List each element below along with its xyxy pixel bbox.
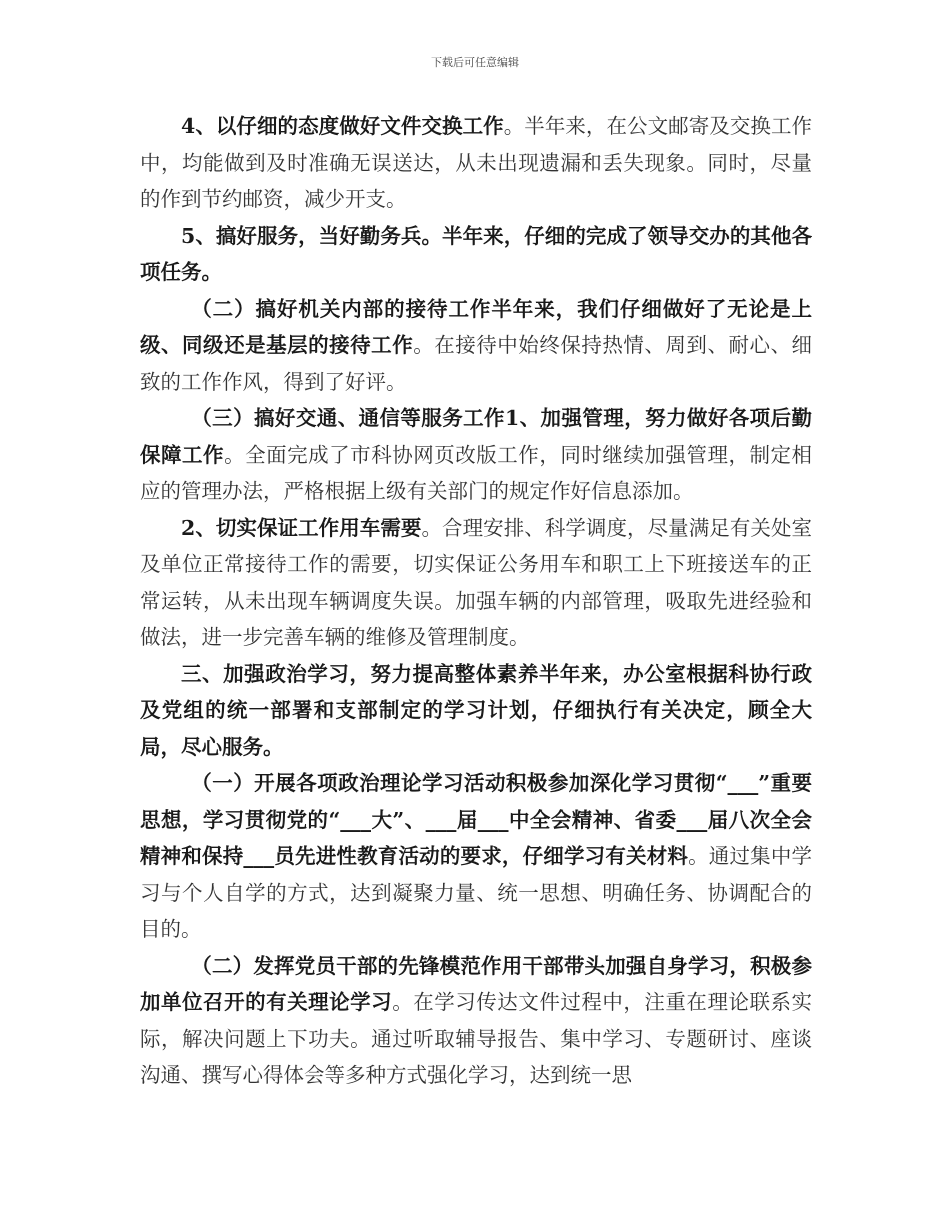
paragraph-heading: （二）发挥党员干部的先锋模范作用干部带头加强自身学习，积极参加单位召开的有关理论学习 xyxy=(140,953,812,1014)
paragraph-heading: 5、搞好服务，当好勤务兵。半年来，仔细的完成了领导交办的其他各项任务。 xyxy=(140,223,812,284)
paragraph-text: 。在接待中始终保持热情、周到、耐心、细致的工作作风，得到了好评。 xyxy=(140,333,813,394)
paragraph-service xyxy=(140,218,812,291)
document-body xyxy=(140,108,812,1094)
paragraph-political-study xyxy=(140,656,812,766)
paragraph-heading: （二）搞好机关内部的接待工作半年来，我们仔细做好了无论是上级、同级还是基层的接待工作 xyxy=(140,296,812,357)
paragraph-text: 。通过集中学习与个人自学的方式，达到凝聚力量、统一思想、明确任务、协调配合的目的。 xyxy=(140,844,813,941)
paragraph-heading: 三、加强政治学习，努力提高整体素养半年来，办公室根据科协行政及党组的统一部署和支部制定的学习计划，仔细执行有关决定，顾全大局，尽心服务。 xyxy=(140,661,812,759)
paragraph-heading: （一）开展各项政治理论学习活动积极参加深化学习贯彻“___”重要思想，学习贯彻党的“___大”、___届___中全会精神、省委___届八次全会精神和保持___员先进性教育活动的要求，仔细学习有关材料 xyxy=(140,771,812,868)
paragraph-text: 。全面完成了市科协网页改版工作，同时继续加强管理，制定相应的管理办法，严格根据上级有关部门的规定作好信息添加。 xyxy=(140,442,813,503)
paragraph-heading: 2、切实保证工作用车需要 xyxy=(181,515,422,540)
paragraph-file-exchange xyxy=(140,108,812,218)
paragraph-party-members xyxy=(140,948,812,1094)
paragraph-text: 。半年来，在公文邮寄及交换工作中，均能做到及时准确无误送达，从未出现遗漏和丢失现象。同时，尽量的作到节约邮资，减少开支。 xyxy=(140,114,813,211)
paragraph-heading: 4、以仔细的态度做好文件交换工作 xyxy=(181,114,504,138)
paragraph-text: 。合理安排、科学调度，尽量满足有关处室及单位正常接待工作的需要，切实保证公务用车和职工上下班接送车的正常运转，从未出现车辆调度失误。加强车辆的内部管理，吸取先进经验和做法，进一步完善车辆的维修及管理制度。 xyxy=(140,515,813,649)
paragraph-text: 。在学习传达文件过程中，注重在理论联系实际，解决问题上下功夫。通过听取辅导报告、集中学习、专题研讨、座谈沟通、撰写心得体会等多种方式强化学习，达到统一思 xyxy=(140,990,813,1087)
page-header: 下载后可任意编辑 xyxy=(431,56,519,69)
paragraph-reception xyxy=(140,291,812,401)
paragraph-heading: （三）搞好交通、通信等服务工作1、加强管理，努力做好各项后勤保障工作 xyxy=(140,406,812,467)
paragraph-vehicles xyxy=(140,510,812,656)
paragraph-theory-study xyxy=(140,765,812,948)
paragraph-transport xyxy=(140,400,812,510)
